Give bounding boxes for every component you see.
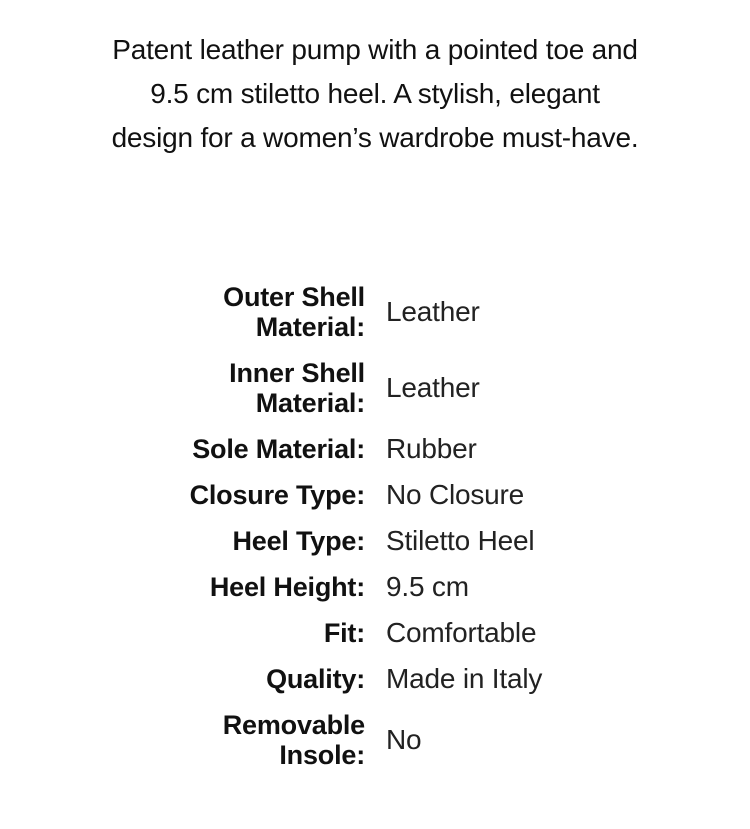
spec-value: 9.5 cm: [386, 571, 469, 602]
spec-table: [0, 274, 750, 778]
spec-row-heel-height: [0, 564, 750, 610]
spec-label-line: Removable: [222, 710, 365, 740]
spec-label: Heel Type:: [232, 526, 365, 556]
spec-label: Heel Height:: [209, 572, 365, 602]
spec-value: No: [386, 724, 422, 755]
spec-value: Rubber: [386, 433, 477, 464]
spec-row-fit: [0, 610, 750, 656]
spec-value: No Closure: [386, 479, 525, 510]
spec-label-line: Inner Shell: [229, 358, 365, 388]
spec-value: Leather: [386, 372, 480, 403]
spec-label: Sole Material:: [192, 434, 365, 464]
spec-label: [0, 358, 365, 418]
spec-label-line: Outer Shell: [223, 282, 365, 312]
spec-row-closure-type: [0, 472, 750, 518]
spec-label: [0, 710, 365, 770]
spec-row-heel-type: [0, 518, 750, 564]
spec-label-line: Material:: [255, 312, 365, 342]
spec-row-outer-shell-material: [0, 274, 750, 350]
product-description: Patent leather pump with a pointed toe and 9.5 cm stiletto heel. A stylish, elegant design for a women’s wardrobe must-have.: [111, 34, 639, 153]
spec-value: Made in Italy: [386, 663, 543, 694]
spec-label-line: Material:: [255, 388, 365, 418]
spec-value: Stiletto Heel: [386, 525, 535, 556]
spec-row-quality: [0, 656, 750, 702]
spec-label: [0, 282, 365, 342]
spec-value: Leather: [386, 296, 480, 327]
spec-label: Closure Type:: [189, 480, 365, 510]
spec-label: Quality:: [266, 664, 365, 694]
spec-label: Fit:: [323, 618, 365, 648]
spec-row-removable-insole: [0, 702, 750, 778]
spec-label-line: Insole:: [279, 740, 365, 770]
spec-row-inner-shell-material: [0, 350, 750, 426]
spec-value: Comfortable: [386, 617, 537, 648]
spec-row-sole-material: [0, 426, 750, 472]
